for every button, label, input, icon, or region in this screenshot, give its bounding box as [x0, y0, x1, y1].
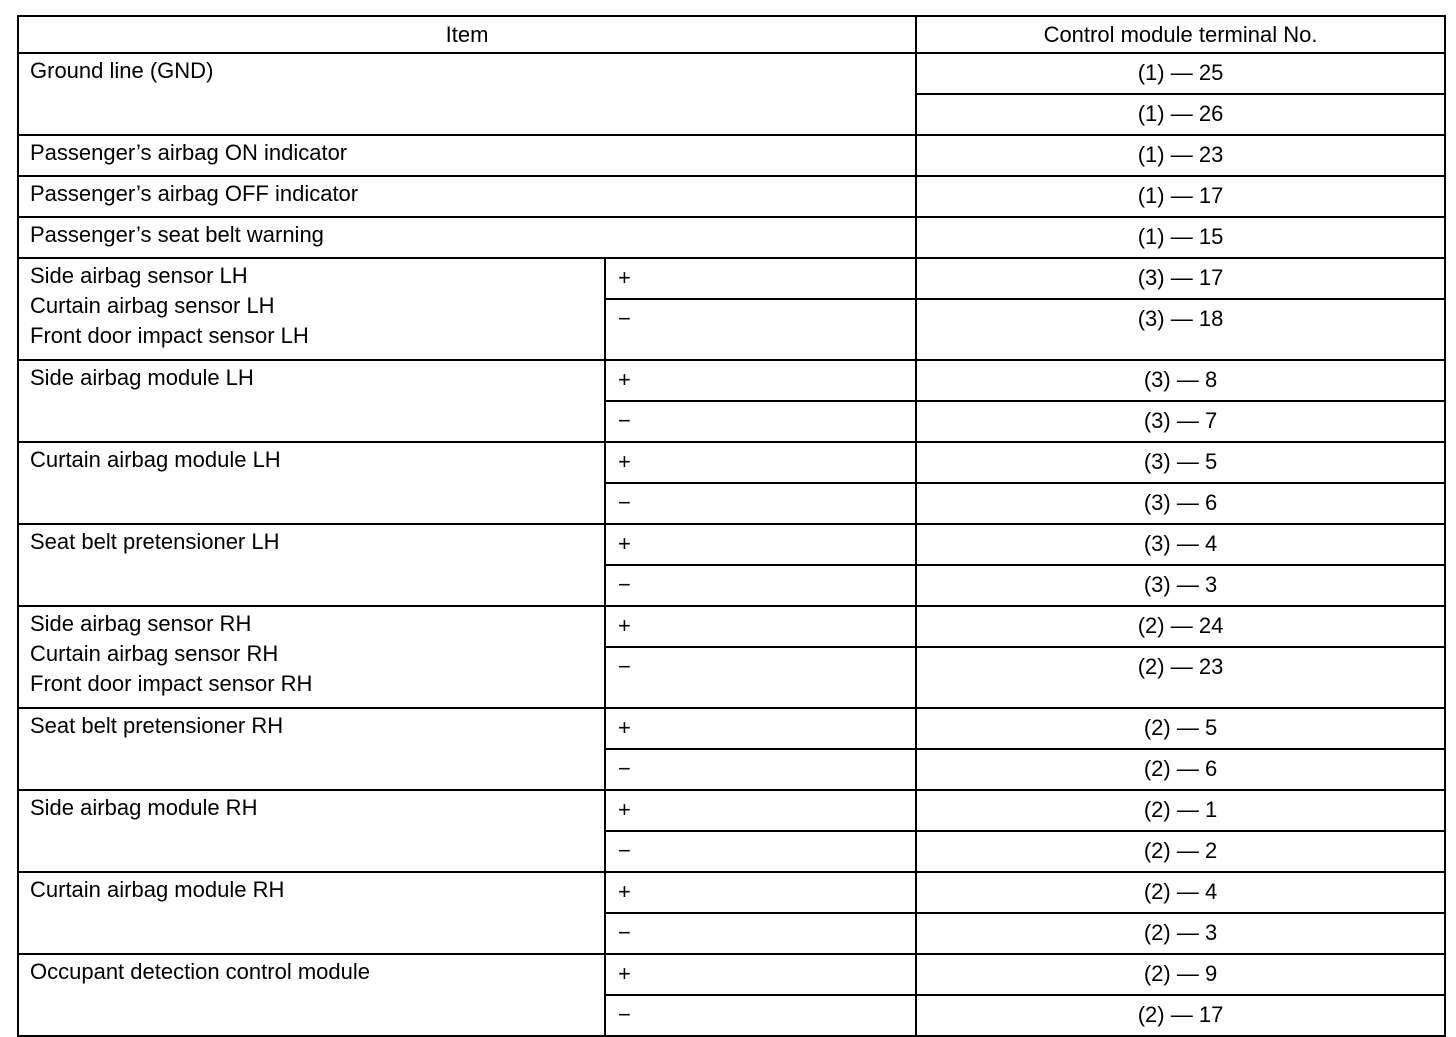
terminal-cell: (1) — 25 — [916, 53, 1445, 94]
header-row — [18, 16, 1445, 53]
polarity-minus: − — [605, 565, 916, 606]
table-row — [18, 176, 1445, 217]
table-row — [18, 53, 1445, 94]
terminal-cell: (2) — 17 — [916, 995, 1445, 1036]
item-lh-sensors — [18, 258, 605, 360]
terminal-cell: (3) — 3 — [916, 565, 1445, 606]
item-line: Front door impact sensor RH — [30, 671, 313, 696]
table-row — [18, 442, 1445, 483]
header-terminal: Control module terminal No. — [916, 16, 1445, 53]
polarity-minus: − — [605, 647, 916, 708]
polarity-minus: − — [605, 995, 916, 1036]
terminal-cell: (3) — 4 — [916, 524, 1445, 565]
item-curtain-airbag-module-lh: Curtain airbag module LH — [18, 442, 605, 524]
polarity-plus: + — [605, 872, 916, 913]
table-row — [18, 360, 1445, 401]
table-row — [18, 790, 1445, 831]
terminal-cell: (1) — 23 — [916, 135, 1445, 176]
terminal-cell: (1) — 15 — [916, 217, 1445, 258]
item-side-airbag-module-lh: Side airbag module LH — [18, 360, 605, 442]
polarity-minus: − — [605, 831, 916, 872]
table-row — [18, 524, 1445, 565]
item-rh-sensors — [18, 606, 605, 708]
polarity-minus: − — [605, 483, 916, 524]
terminal-cell: (2) — 23 — [916, 647, 1445, 708]
polarity-plus: + — [605, 708, 916, 749]
terminal-cell: (1) — 17 — [916, 176, 1445, 217]
item-line: Side airbag sensor LH — [30, 263, 248, 288]
terminal-cell: (1) — 26 — [916, 94, 1445, 135]
table-row — [18, 217, 1445, 258]
item-line: Side airbag sensor RH — [30, 611, 252, 636]
terminal-cell: (2) — 3 — [916, 913, 1445, 954]
table-row — [18, 954, 1445, 995]
item-side-airbag-module-rh: Side airbag module RH — [18, 790, 605, 872]
item-curtain-airbag-module-rh: Curtain airbag module RH — [18, 872, 605, 954]
item-line: Curtain airbag sensor LH — [30, 293, 275, 318]
item-passenger-on-indicator: Passenger’s airbag ON indicator — [18, 135, 916, 176]
terminal-cell: (2) — 9 — [916, 954, 1445, 995]
terminal-cell: (3) — 8 — [916, 360, 1445, 401]
polarity-minus: − — [605, 299, 916, 360]
terminal-cell: (2) — 24 — [916, 606, 1445, 647]
table-row — [18, 872, 1445, 913]
terminal-cell: (3) — 17 — [916, 258, 1445, 299]
terminal-table — [17, 15, 1446, 1037]
terminal-cell: (2) — 2 — [916, 831, 1445, 872]
polarity-minus: − — [605, 749, 916, 790]
polarity-plus: + — [605, 258, 916, 299]
polarity-minus: − — [605, 913, 916, 954]
terminal-cell: (3) — 18 — [916, 299, 1445, 360]
polarity-plus: + — [605, 442, 916, 483]
item-passenger-off-indicator: Passenger’s airbag OFF indicator — [18, 176, 916, 217]
polarity-plus: + — [605, 954, 916, 995]
table-row — [18, 258, 1445, 299]
item-seat-belt-pretensioner-lh: Seat belt pretensioner LH — [18, 524, 605, 606]
terminal-cell: (2) — 5 — [916, 708, 1445, 749]
polarity-plus: + — [605, 524, 916, 565]
terminal-cell: (3) — 5 — [916, 442, 1445, 483]
terminal-cell: (2) — 1 — [916, 790, 1445, 831]
item-line: Front door impact sensor LH — [30, 323, 309, 348]
polarity-plus: + — [605, 790, 916, 831]
item-passenger-seat-belt-warning: Passenger’s seat belt warning — [18, 217, 916, 258]
header-item: Item — [18, 16, 916, 53]
terminal-cell: (2) — 6 — [916, 749, 1445, 790]
terminal-cell: (2) — 4 — [916, 872, 1445, 913]
terminal-cell: (3) — 6 — [916, 483, 1445, 524]
polarity-plus: + — [605, 606, 916, 647]
terminal-cell: (3) — 7 — [916, 401, 1445, 442]
item-occupant-detection-control-module: Occupant detection control module — [18, 954, 605, 1036]
table-row — [18, 708, 1445, 749]
polarity-plus: + — [605, 360, 916, 401]
item-line: Curtain airbag sensor RH — [30, 641, 279, 666]
table-row — [18, 606, 1445, 647]
item-seat-belt-pretensioner-rh: Seat belt pretensioner RH — [18, 708, 605, 790]
polarity-minus: − — [605, 401, 916, 442]
table-row — [18, 135, 1445, 176]
item-ground-line: Ground line (GND) — [18, 53, 916, 135]
